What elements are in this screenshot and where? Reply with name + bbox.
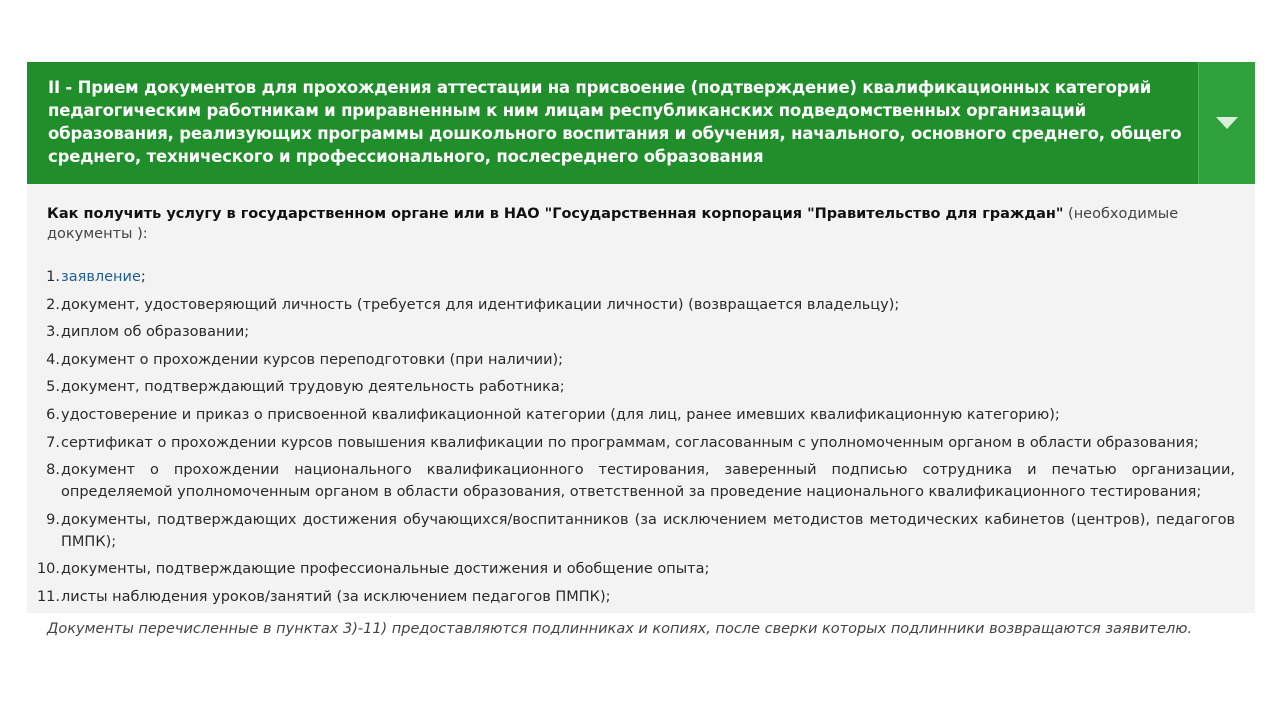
list-item: [36, 558, 1235, 580]
list-item-number: 1.: [46, 269, 60, 285]
list-item-number: 11.: [36, 588, 60, 605]
list-item-text: документы, подтверждающие профессиональные достижения и обобщение опыта;: [61, 561, 710, 578]
accordion-toggle-button[interactable]: [1198, 62, 1255, 184]
list-item-text: документ, подтверждающий трудовую деятельность работника;: [61, 379, 565, 396]
list-item-number: 3.: [46, 324, 60, 341]
list-item-text: диплом об образовании;: [61, 324, 250, 341]
list-item-number: 5.: [46, 379, 60, 396]
list-item-number: 9.: [46, 511, 60, 528]
list-item-text: документ, удостоверяющий личность (требуется для идентификации личности) (возвращается владельцу);: [61, 296, 900, 313]
accordion-title[interactable]: II - Прием документов для прохождения аттестации на присвоение (подтверждение) квалификационных категорий педагогическим работникам и приравненным к ним лицам республиканских подведомственных организаций образования, реализующих программы дошкольного воспитания и обучения, начального, основного среднего, общего среднего, технического и профессионального, послесреднего образования: [48, 78, 1182, 166]
intro-bold-text: Как получить услугу в государственном органе или в НАО "Государственная корпорация "Правительство для граждан": [47, 206, 1064, 222]
list-item-number: 8.: [46, 462, 60, 479]
list-item: [47, 376, 1235, 398]
list-item-text: документы, подтверждающих достижения обучающихся/воспитанников (за исключением методистов методических кабинетов (центров), педагогов ПМПК);: [61, 511, 1235, 550]
list-item-text: документ о прохождении национального квалификационного тестирования, заверенный подписью сотрудника и печатью организации, определяемой уполномоченным органом в области образования, ответственной за проведение национального квалификационного тестирования;: [61, 462, 1235, 501]
list-item-number: 4.: [46, 351, 60, 368]
list-item-text: [61, 266, 1235, 288]
list-item-suffix: ;: [140, 269, 146, 285]
documents-list: [36, 266, 1235, 608]
list-item: [47, 294, 1235, 316]
service-accordion-panel: [27, 62, 1255, 637]
list-item-text: сертификат о прохождении курсов повышения квалификации по программам, согласованным с уполномоченным органом в области образования;: [61, 434, 1199, 451]
list-item: [47, 459, 1235, 503]
list-item: [47, 321, 1235, 343]
list-item: [47, 509, 1235, 553]
intro-rest-text: (необходимые документы ):: [47, 206, 1179, 242]
application-form-link[interactable]: заявление: [61, 269, 141, 285]
list-item: [36, 586, 1235, 608]
accordion-header[interactable]: [27, 62, 1255, 184]
list-item-number: 10.: [36, 561, 60, 578]
chevron-down-icon: [1216, 117, 1238, 129]
list-item: [47, 266, 1235, 288]
originals-return-note: Документы перечисленные в пунктах 3)-11) предоставляются подлинниках и копиях, после сверки которых подлинники возвращаются заявителю.: [47, 620, 1193, 637]
list-item-number: 2.: [46, 296, 60, 313]
list-item-text: удостоверение и приказ о присвоенной квалификационной категории (для лиц, ранее имевших квалификационную категорию);: [61, 406, 1060, 423]
list-item-number: 7.: [46, 434, 60, 451]
list-item-text: документ о прохождении курсов переподготовки (при наличии);: [61, 351, 564, 368]
list-item-text: листы наблюдения уроков/занятий (за исключением педагогов ПМПК);: [61, 588, 611, 605]
accordion-content: [27, 184, 1255, 637]
list-item: [47, 404, 1235, 426]
list-item-number: 6.: [46, 406, 60, 423]
required-documents-intro: [47, 204, 1235, 244]
list-item: [47, 432, 1235, 454]
list-item: [47, 349, 1235, 371]
